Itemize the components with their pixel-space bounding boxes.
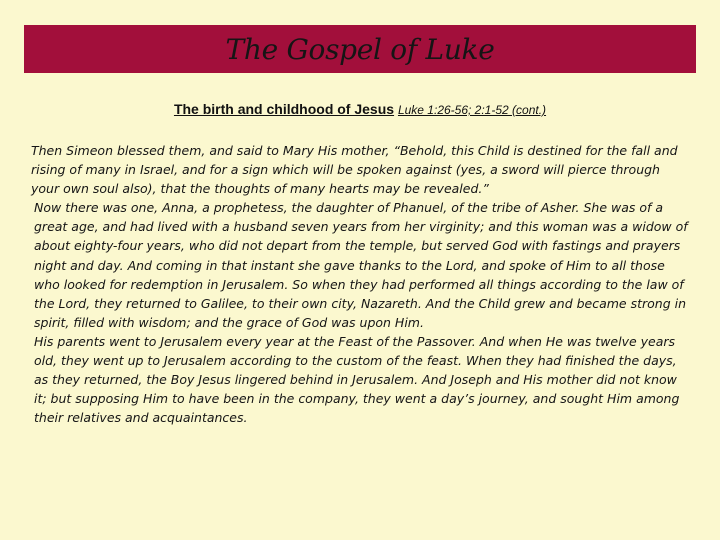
scripture-reference: Luke 1:26-56; 2:1-52 (cont.) [397, 103, 547, 117]
body-paragraph-2: Now there was one, Anna, a prophetess, the daughter of Phanuel, of the tribe of Asher. She was of a great age, and had lived with a husband seven years from her virginity; and this woman was a widow of about eighty-four years, who did not depart from the temple, but served God with fastings and prayers night and day. And coming in that instant she gave thanks to the Lord, and spoke of Him to all those who looked for redemption in Jerusalem. So when they had performed all things according to the law of the Lord, they returned to Galilee, to their own city, Nazareth. And the Child grew and became strong in spirit, filled with wisdom; and the grace of God was upon Him. [34, 200, 688, 330]
body-paragraph-3: His parents went to Jerusalem every year at the Feast of the Passover. And when He was twelve years old, they went up to Jerusalem according to the custom of the feast. When they had finished the days, as they returned, the Boy Jesus lingered behind in Jerusalem. And Joseph and His mother did not know it; but supposing Him to have been in the company, they went a day’s journey, and sought Him among their relatives and acquaintances. [34, 333, 680, 426]
subtitle-heading: The birth and childhood of Jesus [173, 101, 395, 117]
body-paragraph-1: Then Simeon blessed them, and said to Mary His mother, “Behold, this Child is destined for the fall and rising of many in Israel, and for a sign which will be spoken against (yes, a sword will pierce through your own soul also), that the thoughts of many hearts may be revealed.” [31, 143, 678, 197]
scripture-body [31, 141, 691, 427]
title-banner [24, 25, 696, 73]
section-subtitle [0, 101, 720, 117]
page-title: The Gospel of Luke [225, 32, 495, 66]
